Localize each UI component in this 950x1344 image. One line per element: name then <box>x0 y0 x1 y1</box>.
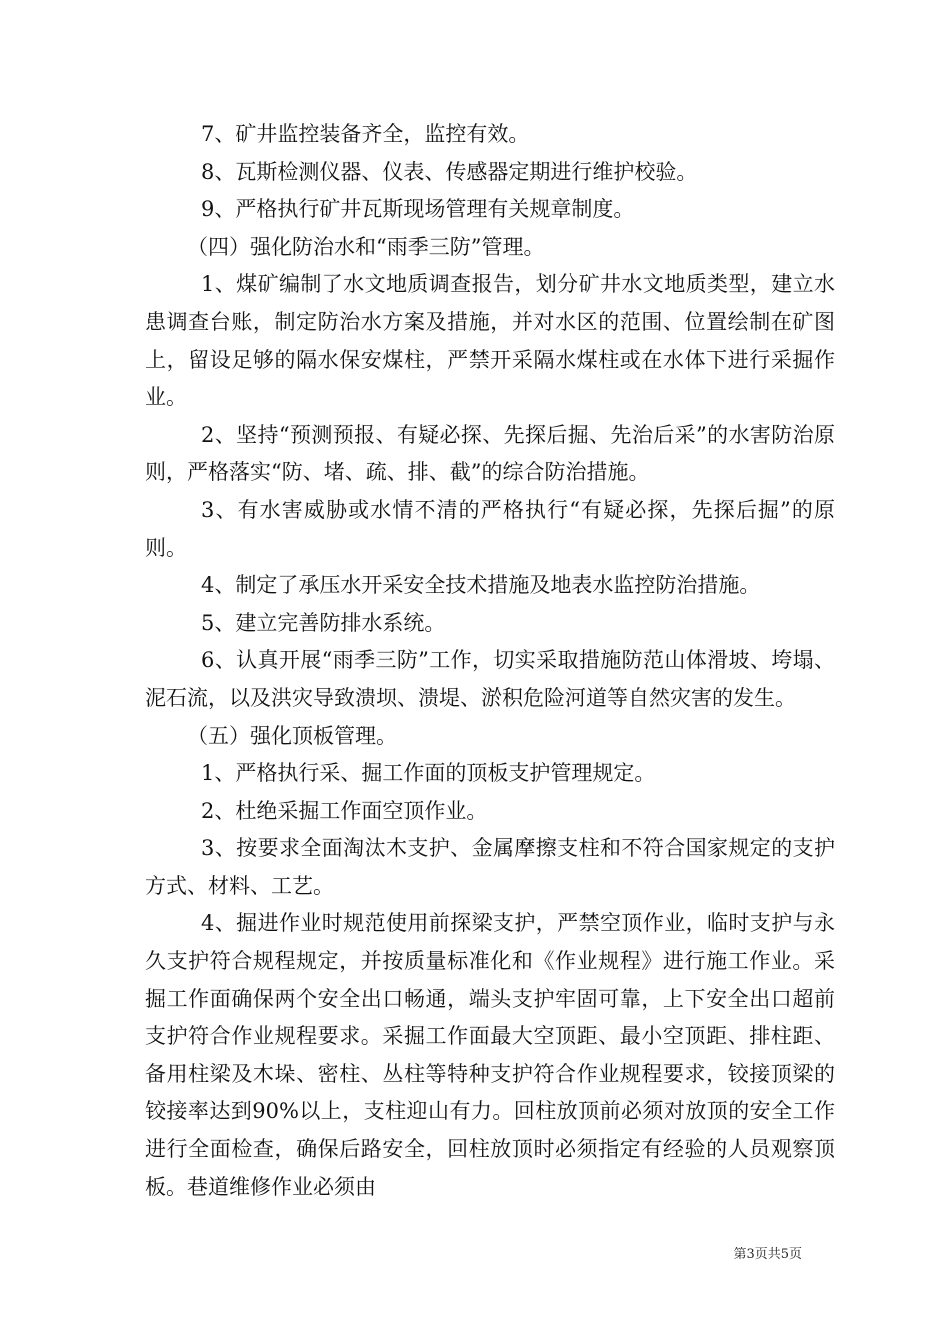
paragraph-water-2: 2、坚持“预测预报、有疑必探、先探后掘、先治后采”的水害防治原则，严格落实“防、堵、疏、排、截”的综合防治措施。 <box>145 422 835 485</box>
paragraph-item-7: 7、矿井监控装备齐全，监控有效。 <box>201 122 530 146</box>
paragraph-water-4: 4、制定了承压水开采安全技术措施及地表水监控防治措施。 <box>201 573 761 598</box>
section-heading-5: （五）强化顶板管理。 <box>187 723 397 748</box>
paragraph-item-9: 9、严格执行矿井瓦斯现场管理有关规章制度。 <box>201 197 635 222</box>
paragraph-roof-4: 4、掘进作业时规范使用前探梁支护，严禁空顶作业，临时支护与永久支护符合规程规定，并按质量标准化和《作业规程》进行施工作业。采掘工作面确保两个安全出口畅通，端头支护牢固可靠，上下安全出口超前支护符合作业规程要求。采掘工作面最大空顶距、最小空顶距、排柱距、备用柱梁及木垛、密柱、丛柱等特种支护符合作业规程要求，铰接顶梁的铰接率达到90%以上，支柱迎山有力。回柱放顶前必须对放顶的安全工作进行全面检查，确保后路安全，回柱放顶时必须指定有经验的人员观察顶板。巷道维修作业必须由 <box>145 911 835 1199</box>
paragraph-water-6: 6、认真开展“雨季三防”工作，切实采取措施防范山体滑坡、垮塌、泥石流，以及洪灾导致溃坝、溃堤、淤积危险河道等自然灾害的发生。 <box>145 648 835 710</box>
paragraph-water-3: 3、有水害威胁或水情不清的严格执行“有疑必探，先探后掘”的原则。 <box>145 497 835 560</box>
paragraph-roof-1: 1、严格执行采、掘工作面的顶板支护管理规定。 <box>201 761 656 786</box>
paragraph-roof-2: 2、杜绝采掘工作面空顶作业。 <box>201 798 488 823</box>
section-heading-4: （四）强化防治水和“雨季三防”管理。 <box>187 234 545 259</box>
page-number-footer: 第3页共5页 <box>733 1247 802 1262</box>
paragraph-item-8: 8、瓦斯检测仪器、仪表、传感器定期进行维护校验。 <box>201 159 698 184</box>
paragraph-roof-3: 3、按要求全面淘汰木支护、金属摩擦支柱和不符合国家规定的支护方式、材料、工艺。 <box>145 836 835 898</box>
paragraph-water-1: 1、煤矿编制了水文地质调查报告，划分矿井水文地质类型，建立水患调查台账，制定防治水方案及措施，并对水区的范围、位置绘制在矿图上，留设足够的隔水保安煤柱，严禁开采隔水煤柱或在水体下进行采掘作业。 <box>145 272 835 410</box>
document-body <box>145 116 835 1206</box>
paragraph-water-5: 5、建立完善防排水系统。 <box>201 610 446 635</box>
